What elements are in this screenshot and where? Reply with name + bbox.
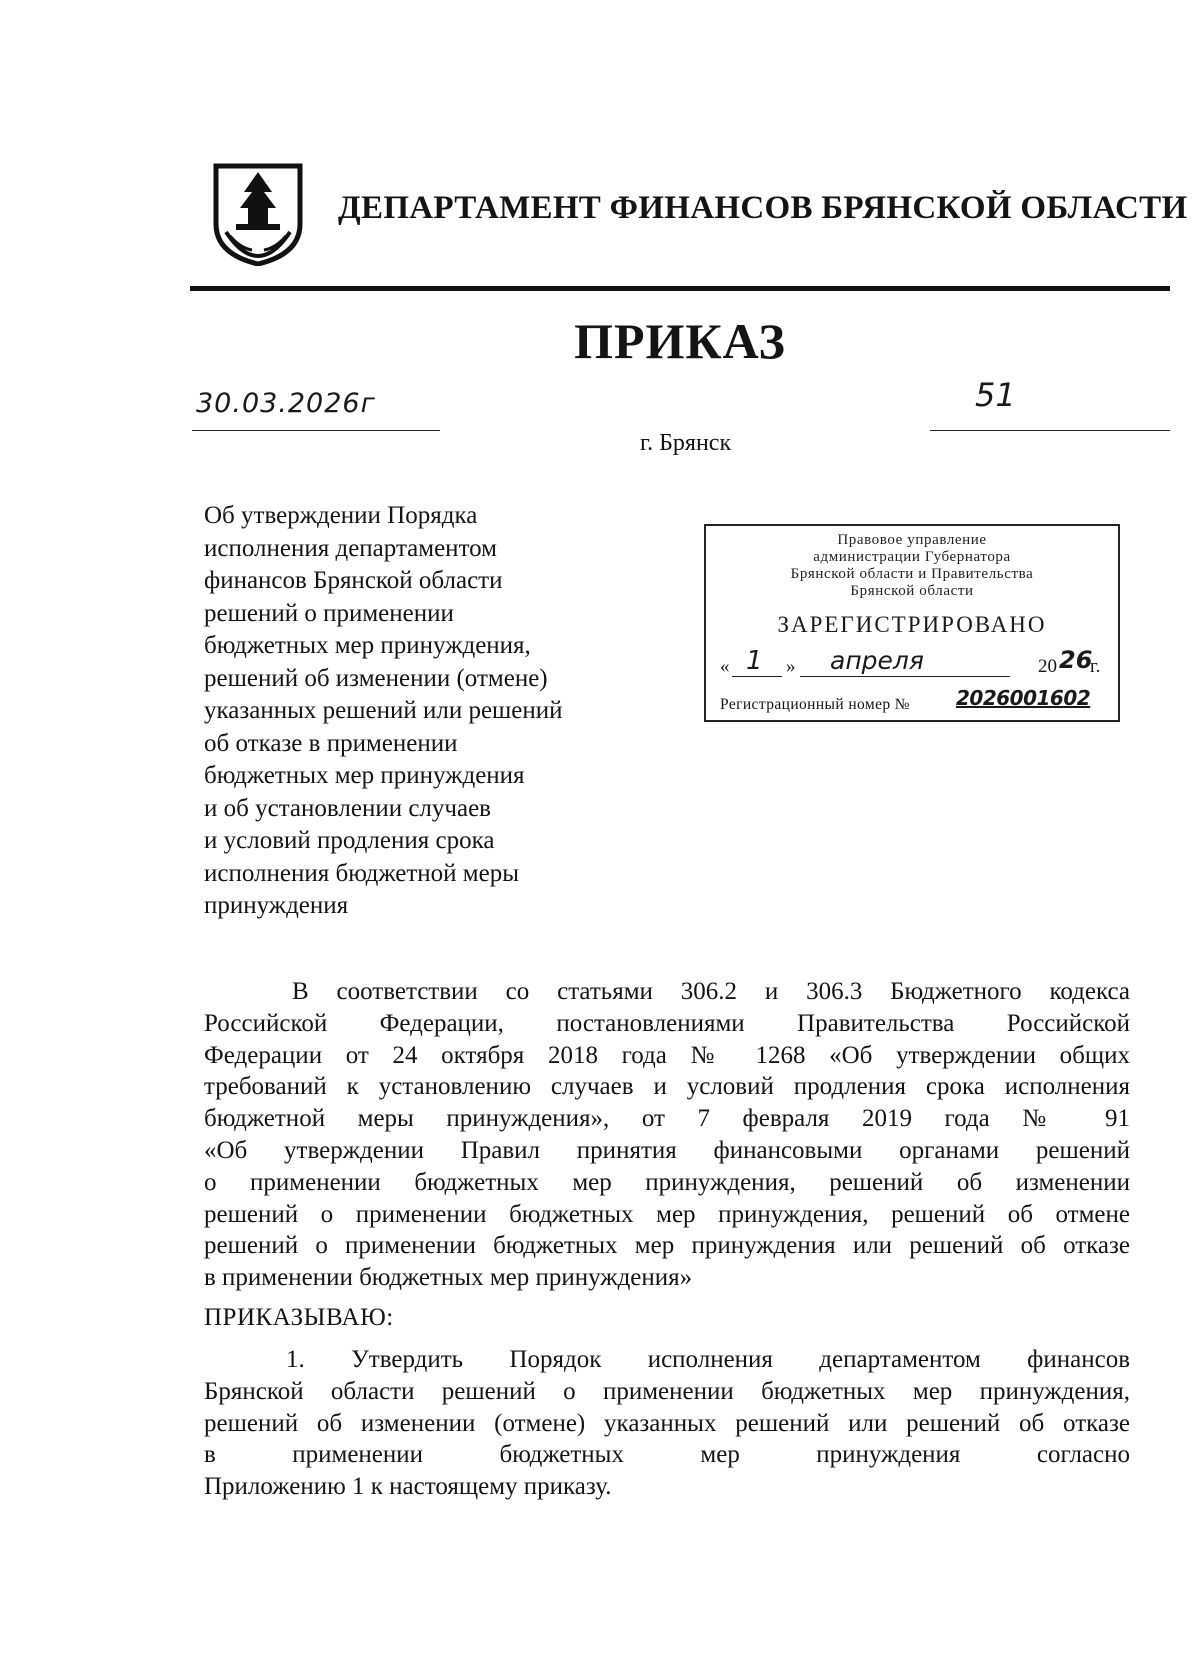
preamble-line: В соответствии со статьями 306.2 и 306.3 Бюджетного кодекса [292,978,1130,1005]
stamp-org-line: Брянской области и Правительства [790,566,1034,582]
order-subject [204,500,634,923]
subject-line: исполнения департаментом [204,534,498,562]
stamp-date-row [720,648,1110,682]
subject-line: указанных решений или решений [204,697,563,724]
subject-line: и об установлении случаев [204,794,491,822]
preamble-paragraph [204,976,1130,1294]
stamp-org-line: Правовое управление [837,532,987,548]
preamble-line: Российской Федерации, постановлениями Правительства Российской [204,1009,1130,1037]
subject-line: финансов Брянской области [204,567,503,594]
order-item-1 [204,1344,1130,1503]
stamp-registered-label: ЗАРЕГИСТРИРОВАНО [777,612,1047,637]
subject-line: принуждения [204,892,349,919]
order-word: ПРИКАЗЫВАЮ: [204,1304,394,1331]
stamp-year-prefix: 20 [1038,656,1057,677]
item-line: в применении бюджетных мер принуждения согласно [204,1441,1130,1469]
subject-line: исполнения бюджетной меры [204,859,520,887]
subject-line: решений об изменении (отмене) [204,664,548,692]
item-line: Брянской области решений о применении бюджетных мер принуждения, [204,1377,1130,1405]
stamp-org-line: администрации Губернатора [813,549,1011,565]
coat-of-arms-emblem [212,162,304,266]
preamble-line: «Об утверждении Правил принятия финансовыми органами решений [204,1136,1130,1164]
subject-line: бюджетных мер принуждения [204,762,525,789]
stamp-org-line: Брянской области [850,583,974,599]
item-line: Приложению 1 к настоящему приказу. [204,1473,612,1501]
stamp-handwritten-day: 1 [746,646,763,676]
stamp-handwritten-year: 26 [1059,646,1093,674]
item-line: решений об изменении (отмене) указанных решений или решений об отказе [204,1409,1130,1437]
stamp-close-quote: » [786,656,796,677]
preamble-line: о применении бюджетных мер принуждения, решений об изменении [204,1168,1130,1196]
stamp-registration-number-row [720,686,1110,718]
stamp-handwritten-reg-number: 2026001602 [956,686,1091,710]
preamble-line: требований к установлению случаев и условий продления срока исполнения [204,1073,1130,1101]
number-underline [930,390,1170,431]
handwritten-order-number: 51 [975,376,1016,414]
document-type-title: ПРИКАЗ [574,313,786,369]
preamble-line: решений о применении бюджетных мер принуждения, решений об отмене [204,1200,1130,1228]
stamp-year-suffix: г. [1090,656,1101,677]
stamp-handwritten-month: апреля [830,646,924,675]
department-title: ДЕПАРТАМЕНТ ФИНАНСОВ БРЯНСКОЙ ОБЛАСТИ [338,190,1188,226]
subject-line: Об утверждении Порядка [204,502,478,529]
preamble-line: решений о применении бюджетных мер принуждения или решений об отказе [204,1232,1130,1260]
preamble-line: бюджетной меры принуждения», от 7 февраля 2019 года № 91 [204,1105,1130,1133]
preamble-line: Федерации от 24 октября 2018 года № 1268 «Об утверждении общих [204,1041,1130,1069]
registration-stamp [704,524,1120,722]
stamp-open-quote: « [720,656,730,677]
item-line: 1. Утвердить Порядок исполнения департаментом финансов [286,1346,1130,1373]
stamp-reg-label: Регистрационный номер № [720,696,910,713]
preamble-line: в применении бюджетных мер принуждения» [204,1264,693,1292]
header-rule [190,286,1170,291]
handwritten-date: 30.03.2026г [196,388,376,419]
city-line: г. Брянск [640,430,732,456]
subject-line: бюджетных мер принуждения, [204,632,531,659]
subject-line: об отказе в применении [204,729,458,757]
stamp-organization [706,532,1118,600]
subject-line: и условий продления срока [204,827,495,854]
subject-line: решений о применении [204,599,454,627]
